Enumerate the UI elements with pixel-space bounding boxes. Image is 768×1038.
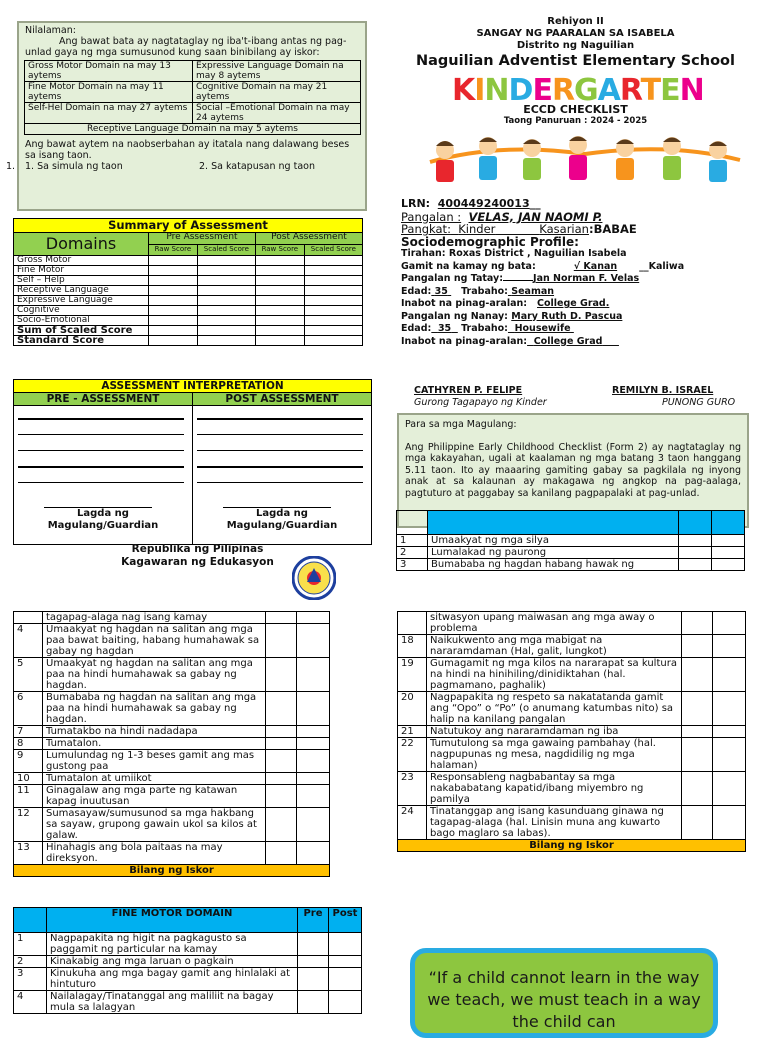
item-text: Umaakyat ng hagdan na salitan ang mga paa na hindi humahawak sa gabay ng hagdan.: [43, 658, 266, 692]
mother-age-row: [401, 323, 761, 336]
checklist-row: [14, 738, 330, 750]
item-number: 3: [14, 968, 47, 991]
post-check-cell[interactable]: [297, 612, 330, 624]
domain-cell: Social –Emotional Domain na may 24 aytems: [193, 103, 361, 124]
district-line: Distrito ng Naguilian: [516, 40, 635, 51]
logo-letter: D: [508, 73, 533, 108]
lrn-label: LRN:: [401, 197, 431, 210]
checklist-row: [398, 772, 746, 806]
checklist-row: [397, 559, 745, 571]
gross-score-row: Bilang ng Iskor: [14, 865, 330, 877]
father-age-value: 35: [434, 285, 448, 297]
pre-check-cell[interactable]: [266, 624, 297, 658]
post-check-cell[interactable]: [713, 692, 746, 726]
score-cell[interactable]: [255, 306, 304, 316]
summary-row-label: Sum of Scaled Score: [14, 326, 149, 336]
pre-check-cell[interactable]: [679, 535, 712, 547]
post-check-cell[interactable]: [297, 808, 330, 842]
score-cell[interactable]: [149, 276, 198, 286]
level-value: Kinder: [458, 222, 496, 236]
eccd-title: ECCD CHECKLIST: [523, 103, 628, 116]
fine-title: FINE MOTOR DOMAIN: [47, 908, 298, 933]
mother-age-value: 35: [437, 323, 452, 334]
division-line: SANGAY NG PAARALAN SA ISABELA: [476, 28, 675, 39]
item-number: 11: [14, 785, 43, 808]
nilalaman-note: Ang bawat aytem na naobserbahan ay itatala nang dalawang beses sa isang taon.: [25, 139, 350, 161]
pre-check-cell[interactable]: [266, 692, 297, 726]
post-check-cell[interactable]: [297, 692, 330, 726]
item-text: Gumagamit ng mga kilos na nararapat sa kultura na hindi na hinihiling/dinidiktahan (hal. pagmamano, paghalik): [427, 658, 682, 692]
score-cell[interactable]: [149, 336, 198, 346]
checklist-row: [398, 612, 746, 635]
score-cell[interactable]: [304, 326, 362, 336]
score-cell[interactable]: [255, 276, 304, 286]
post-check-cell[interactable]: [297, 785, 330, 808]
father-job-value: Seaman: [511, 285, 555, 297]
sign-label-1: Lagda ng: [256, 508, 308, 519]
pre-check-cell[interactable]: [266, 612, 297, 624]
checklist-row: [397, 547, 745, 559]
principal-name: REMILYN B. ISRAEL: [612, 385, 714, 396]
republic-line: Republika ng Pilipinas: [131, 543, 264, 555]
score-cell[interactable]: [149, 286, 198, 296]
summary-row-label: Standard Score: [14, 336, 149, 346]
nilalaman-heading: Nilalaman:: [25, 25, 76, 36]
summary-row-label: Cognitive: [14, 306, 149, 316]
checklist-row: [398, 726, 746, 738]
summary-row: [14, 286, 363, 296]
item-text: Nagpapakita ng respeto sa nakatatanda gamit ang “Opo” o “Po” (o anumang katumbas nito) sa halip na kanilang pangalan: [427, 692, 682, 726]
pre-check-cell[interactable]: [266, 773, 297, 785]
mother-label: Pangalan ng Nanay:: [401, 310, 508, 322]
post-check-cell[interactable]: [713, 612, 746, 635]
fine-post: Post: [329, 908, 362, 933]
gross-motor-table: [13, 611, 330, 877]
summary-table: [13, 218, 363, 346]
logo-letter: N: [679, 73, 704, 108]
school-header: [398, 16, 753, 70]
checklist-row: [14, 612, 330, 624]
post-check-cell[interactable]: [329, 956, 362, 968]
post-check-cell[interactable]: [297, 842, 330, 865]
post-header: Post Assessment: [255, 233, 362, 245]
scaled-header: Scaled Score: [197, 244, 255, 256]
level-row: [401, 223, 761, 236]
checklist-row: [398, 635, 746, 658]
item-number: 19: [398, 658, 427, 692]
item-text: Lumulundag ng 1-3 beses gamit ang mas gustong paa: [43, 750, 266, 773]
post-check-cell[interactable]: [713, 726, 746, 738]
post-notes: [193, 406, 371, 545]
item-number: 20: [398, 692, 427, 726]
principal-role: PUNONG GURO: [662, 397, 736, 408]
logo-letter: R: [619, 73, 641, 108]
pre-check-cell[interactable]: [266, 785, 297, 808]
item-text: Kinakabig ang mga laruan o pagkain: [47, 956, 298, 968]
lrn-row: LRN: 400449240013__: [401, 197, 541, 210]
item-number: 22: [398, 738, 427, 772]
post-check-cell[interactable]: [713, 772, 746, 806]
item-number: 21: [398, 726, 427, 738]
score-cell[interactable]: [255, 326, 304, 336]
item-text: Naikukwento ang mga mabigat na nararamdaman (Hal, galit, lungkot): [427, 635, 682, 658]
pre-check-cell[interactable]: [298, 933, 329, 956]
item-number: 7: [14, 726, 43, 738]
score-cell[interactable]: [149, 266, 198, 276]
score-cell[interactable]: [197, 256, 255, 266]
score-cell[interactable]: [304, 266, 362, 276]
item-text: tagapag-alaga nag isang kamay: [43, 612, 266, 624]
interp-pre: PRE - ASSESSMENT: [14, 393, 193, 405]
sex-value: :BABAE: [588, 222, 637, 236]
score-cell[interactable]: [197, 336, 255, 346]
raw-header: Raw Score: [255, 244, 304, 256]
pre-check-cell[interactable]: [679, 547, 712, 559]
logo-letter: E: [532, 73, 552, 108]
summary-row-label: Socio-Emotional: [14, 316, 149, 326]
region-line: Rehiyon II: [547, 16, 604, 27]
score-cell[interactable]: [255, 286, 304, 296]
score-cell[interactable]: [304, 296, 362, 306]
logo-letter: E: [660, 73, 680, 108]
kindergarten-logo: [452, 73, 704, 108]
checklist-row: [398, 806, 746, 840]
pre-check-cell[interactable]: [682, 612, 713, 635]
address: Tirahan: Roxas District , Naguilian Isabela: [401, 248, 627, 259]
score-cell[interactable]: [304, 336, 362, 346]
pre-check-cell[interactable]: [266, 738, 297, 750]
item-text: Natutukoy ang nararamdaman ng iba: [427, 726, 682, 738]
checklist-row: [14, 624, 330, 658]
score-cell[interactable]: [149, 256, 198, 266]
student-profile: [401, 198, 761, 348]
checklist-row: [398, 658, 746, 692]
post-check-cell[interactable]: [712, 559, 745, 571]
post-check-cell[interactable]: [329, 991, 362, 1014]
pre-check-cell[interactable]: [679, 559, 712, 571]
checklist-row: [14, 991, 362, 1014]
score-cell[interactable]: [255, 296, 304, 306]
item-number: 4: [14, 991, 47, 1014]
score-cell[interactable]: [149, 296, 198, 306]
pre-check-cell[interactable]: [266, 842, 297, 865]
list-number: 1.: [6, 161, 16, 172]
item-number: 6: [14, 692, 43, 726]
memo-body: Ang Philippine Early Childhood Checklist (Form 2) ay nagtataglay ng mga kakayahan, ugali at kaalaman ng mga batang 3 taon hanggang 5.11 taon. Ito ay maaaring gamiting gabay sa pagkilala ng inyong anak at sa kalaunan ay makagawa ng angkop na pag-aalaga, pagtuturo at paggabay sa kanilang pagpapalaki at pag-unlad.: [405, 441, 741, 499]
pre-check-cell[interactable]: [298, 968, 329, 991]
post-check-cell[interactable]: [297, 750, 330, 773]
domains-header: Domains: [14, 233, 149, 256]
pre-check-cell[interactable]: [682, 806, 713, 840]
sign-label-2: Magulang/Guardian: [47, 520, 159, 531]
logo-letter: R: [551, 73, 575, 108]
raw-header: Raw Score: [149, 244, 198, 256]
item-number: 2: [14, 956, 47, 968]
logo-letter: K: [452, 73, 475, 108]
summary-row: [14, 296, 363, 306]
socio-heading: Sociodemographic Profile:: [401, 234, 579, 249]
post-check-cell[interactable]: [713, 635, 746, 658]
social-emotional-table: [397, 611, 746, 852]
pre-notes: [14, 406, 193, 545]
domain-cell: Expressive Language Domain na may 8 aytems: [193, 61, 361, 82]
checklist-row: [14, 773, 330, 785]
score-cell[interactable]: [255, 266, 304, 276]
item-text: Kinukuha ang mga bagay gamit ang hinlalaki at hintuturo: [47, 968, 298, 991]
father-age-row: [401, 286, 761, 299]
score-cell[interactable]: [149, 326, 198, 336]
sex-label: Kasarian: [539, 222, 589, 236]
adviser-name: CATHYREN P. FELIPE: [414, 385, 523, 396]
post-check-cell[interactable]: [297, 658, 330, 692]
father-edu-value: College Grad.: [537, 298, 610, 309]
pre-check-cell[interactable]: [682, 726, 713, 738]
checklist-row: [14, 785, 330, 808]
hand-left: __Kaliwa: [639, 260, 685, 272]
summary-row: [14, 316, 363, 326]
level-label: Pangkat:: [401, 222, 451, 236]
summary-row: [14, 256, 363, 266]
mother-row: [401, 311, 761, 324]
item-number: 23: [398, 772, 427, 806]
father-value: Jan Norman F. Velas: [533, 273, 640, 284]
post-check-cell[interactable]: [713, 806, 746, 840]
pre-check-cell[interactable]: [266, 808, 297, 842]
summary-row-label: Fine Motor: [14, 266, 149, 276]
item-number: 5: [14, 658, 43, 692]
item-text: Ginagalaw ang mga parte ng katawan kapag inuutusan: [43, 785, 266, 808]
item-number: 3: [397, 559, 428, 571]
father-edu-row: [401, 298, 761, 311]
checklist-row: [398, 692, 746, 726]
item-number: [398, 612, 427, 635]
post-check-cell[interactable]: [297, 624, 330, 658]
logo-letter: G: [574, 73, 598, 108]
checklist-row: [14, 692, 330, 726]
pre-check-cell[interactable]: [298, 956, 329, 968]
children-illustration-icon: [420, 132, 750, 190]
item-text: Nagpapakita ng higit na pagkagusto sa paggamit ng particular na kamay: [47, 933, 298, 956]
item-text: Tumutulong sa mga gawaing pambahay (hal. nagpupunas ng mesa, nagdidilig ng mga halaman): [427, 738, 682, 772]
pre-check-cell[interactable]: [682, 738, 713, 772]
quote-box: “If a child cannot learn in the way we teach, we must teach in a way the child can: [410, 948, 718, 1038]
score-cell[interactable]: [149, 306, 198, 316]
item-text: Responsableng nagbabantay sa mga nakababatang kapatid/ibang miyembro ng pamilya: [427, 772, 682, 806]
item-number: 12: [14, 808, 43, 842]
item-text: Nailalagay/Tinatanggal ang maliliit na bagay mula sa lalagyan: [47, 991, 298, 1014]
domain-cell: Cognitive Domain na may 21 aytems: [193, 82, 361, 103]
post-check-cell[interactable]: [713, 658, 746, 692]
pre-check-cell[interactable]: [266, 658, 297, 692]
post-check-cell[interactable]: [329, 968, 362, 991]
score-cell[interactable]: [197, 306, 255, 316]
summary-row-label: Self – Help: [14, 276, 149, 286]
lrn-value: 400449240013: [437, 197, 530, 210]
score-cell[interactable]: [197, 286, 255, 296]
post-check-cell[interactable]: [297, 773, 330, 785]
checklist-row: [14, 808, 330, 842]
post-check-cell[interactable]: [297, 726, 330, 738]
score-cell[interactable]: [304, 306, 362, 316]
second-period: 2. Sa katapusan ng taon: [199, 161, 315, 172]
father-age-label: Edad:: [401, 285, 432, 297]
summary-row: [14, 266, 363, 276]
interp-post: POST ASSESSMENT: [225, 393, 339, 405]
post-check-cell[interactable]: [329, 933, 362, 956]
score-cell[interactable]: [197, 326, 255, 336]
logo-letter: T: [640, 73, 661, 108]
score-cell[interactable]: [197, 266, 255, 276]
mother-edu-label: Inabot na pinag-aralan:: [401, 335, 528, 347]
checklist-row: [14, 658, 330, 692]
father-job-label: Trabaho:: [461, 285, 508, 297]
pre-check-cell[interactable]: [682, 772, 713, 806]
scaled-header: Scaled Score: [304, 244, 362, 256]
summary-row-label: Receptive Language: [14, 286, 149, 296]
item-text: Bumababa ng hagdan na salitan ang mga paa na hindi humahawak sa gabay ng hagdan.: [43, 692, 266, 726]
item-text: Tumatakbo na hindi nadadapa: [43, 726, 266, 738]
item-text: sitwasyon upang maiwasan ang mga away o problema: [427, 612, 682, 635]
score-cell[interactable]: [197, 276, 255, 286]
summary-row: [14, 326, 363, 336]
score-cell[interactable]: [255, 316, 304, 326]
fine-motor-table: [13, 907, 362, 1014]
domain-cell: Gross Motor Domain na may 13 aytems: [25, 61, 193, 82]
sign-label-1: Lagda ng: [77, 508, 129, 519]
score-cell[interactable]: [304, 256, 362, 266]
item-number: 13: [14, 842, 43, 865]
domain-items-table: [24, 60, 361, 135]
item-number: 8: [14, 738, 43, 750]
hand-row: [401, 261, 761, 274]
adviser-role: Gurong Tagapayo ng Kinder: [414, 397, 547, 408]
item-text: Tinatanggap ang isang kasunduang ginawa ng tagapag-alaga (hal. Linisin muna ang kuwarto bago maglaro sa labas).: [427, 806, 682, 840]
logo-letter: A: [597, 73, 620, 108]
social-score-row: Bilang ng Iskor: [398, 840, 746, 852]
summary-row: [14, 276, 363, 286]
interp-title: ASSESSMENT INTERPRETATION: [14, 380, 371, 393]
mother-job-value: Housewife: [514, 323, 571, 334]
score-cell[interactable]: [304, 276, 362, 286]
score-cell[interactable]: [304, 286, 362, 296]
name-value: VELAS, JAN NAOMI P.: [468, 209, 603, 224]
pre-check-cell[interactable]: [266, 750, 297, 773]
deped-seal-icon: [292, 556, 336, 600]
selfhelp-table: [396, 510, 745, 571]
pre-check-cell[interactable]: [298, 991, 329, 1014]
memo-greeting: Para sa mga Magulang:: [405, 419, 517, 430]
item-number: 18: [398, 635, 427, 658]
post-check-cell[interactable]: [297, 738, 330, 750]
hand-right: √ Kanan: [573, 260, 618, 272]
item-number: 2: [397, 547, 428, 559]
item-text: Umaakyat ng hagdan na salitan ang mga paa bawat baiting, habang humahawak sa gabay ng hagdan: [43, 624, 266, 658]
item-number: 4: [14, 624, 43, 658]
checklist-row: [14, 956, 362, 968]
item-number: 24: [398, 806, 427, 840]
father-row: [401, 273, 761, 286]
mother-age-label: Edad:: [401, 323, 432, 334]
score-cell[interactable]: [255, 336, 304, 346]
father-edu-label: Inabot na pinag-aralan:: [401, 298, 528, 309]
score-cell[interactable]: [197, 296, 255, 306]
score-cell[interactable]: [255, 256, 304, 266]
logo-letter: I: [474, 73, 485, 108]
sign-label-2: Magulang/Guardian: [226, 520, 338, 531]
mother-value: Mary Ruth D. Pascua: [511, 310, 623, 322]
logo-letter: N: [484, 73, 509, 108]
checklist-row: [14, 726, 330, 738]
summary-row: [14, 336, 363, 346]
item-number: 10: [14, 773, 43, 785]
post-check-cell[interactable]: [713, 738, 746, 772]
mother-edu-row: [401, 336, 761, 349]
hand-label: Gamit na kamay ng bata:: [401, 260, 536, 272]
item-text: Bumababa ng hagdan habang hawak ng: [428, 559, 679, 571]
summary-title: Summary of Assessment: [14, 219, 363, 233]
name-label: Pangalan :: [401, 209, 462, 224]
item-text: Tumatalon at umiikot: [43, 773, 266, 785]
item-text: Hinahagis ang bola paitaas na may direksyon.: [43, 842, 266, 865]
summary-row: [14, 306, 363, 316]
nilalaman-box: [6, 21, 367, 211]
checklist-row: [14, 968, 362, 991]
item-text: Sumasayaw/sumusunod sa mga hakbang sa sayaw, grupong gawain ukol sa kilos at galaw.: [43, 808, 266, 842]
nilalaman-intro: Ang bawat bata ay nagtataglay ng iba't-ibang antas ng pag-unlad gaya ng mga sumusunod kung saan binibilang ay iskor:: [25, 36, 347, 58]
pre-header: Pre Assessment: [149, 233, 256, 245]
summary-row-label: Expressive Language: [14, 296, 149, 306]
deped-line: Kagawaran ng Edukasyon: [121, 556, 274, 568]
mother-edu-value: College Grad: [533, 335, 603, 347]
score-cell[interactable]: [149, 316, 198, 326]
mother-job-label: Trabaho:: [461, 323, 508, 334]
score-cell[interactable]: [304, 316, 362, 326]
item-text: Lumalakad ng paurong: [428, 547, 679, 559]
item-text: Umaakyat ng mga silya: [428, 535, 679, 547]
item-number: 9: [14, 750, 43, 773]
school-year: Taong Panuruan : 2024 - 2025: [503, 116, 648, 126]
first-period: 1. Sa simula ng taon: [25, 161, 123, 172]
pre-check-cell[interactable]: [266, 726, 297, 738]
checklist-row: [14, 933, 362, 956]
pre-check-cell[interactable]: [682, 658, 713, 692]
school-name: Naguilian Adventist Elementary School: [415, 53, 735, 69]
domain-cell: Fine Motor Domain na may 11 aytems: [25, 82, 193, 103]
post-check-cell[interactable]: [712, 535, 745, 547]
pre-check-cell[interactable]: [682, 635, 713, 658]
checklist-row: [398, 738, 746, 772]
father-label: Pangalan ng Tatay:: [401, 273, 504, 284]
item-number: 1: [14, 933, 47, 956]
fine-pre: Pre: [298, 908, 329, 933]
item-text: Tumatalon.: [43, 738, 266, 750]
domain-cell: Self-Hel Domain na may 27 aytems: [25, 103, 193, 124]
summary-row-label: Gross Motor: [14, 256, 149, 266]
score-cell[interactable]: [197, 316, 255, 326]
pre-check-cell[interactable]: [682, 692, 713, 726]
item-number: [14, 612, 43, 624]
domain-cell: Receptive Language Domain na may 5 aytems: [25, 124, 361, 135]
checklist-row: [397, 535, 745, 547]
post-check-cell[interactable]: [712, 547, 745, 559]
checklist-row: [14, 842, 330, 865]
checklist-row: [14, 750, 330, 773]
interpretation-box: [13, 379, 372, 545]
item-number: 1: [397, 535, 428, 547]
